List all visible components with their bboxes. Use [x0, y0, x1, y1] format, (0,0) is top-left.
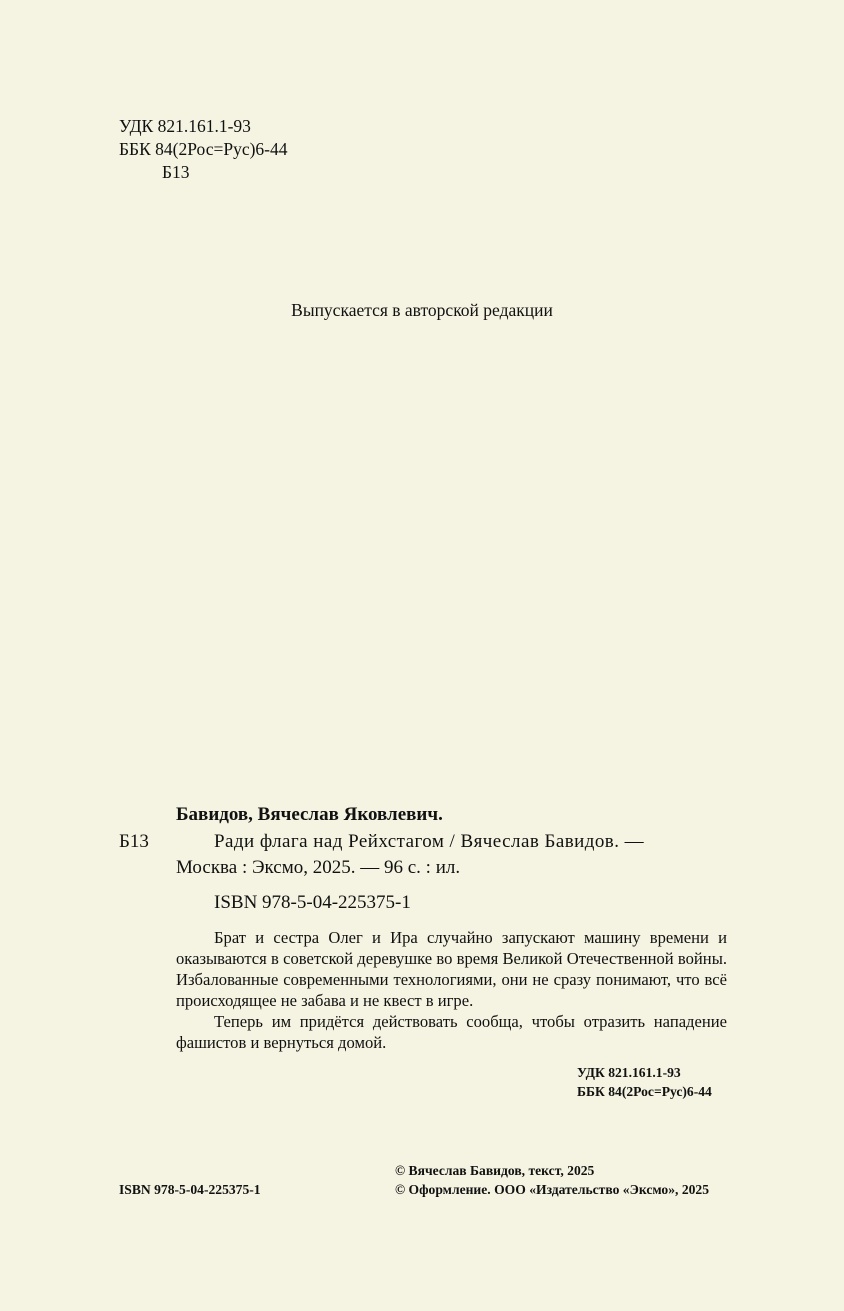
bbk-code-bottom: ББК 84(2Рос=Рус)6-44 [577, 1084, 712, 1099]
annotation-paragraph: Теперь им придётся действовать сообща, чтобы отразить нападение фашистов и вернуться домой. [176, 1012, 727, 1052]
edition-note: Выпускается в авторской редакции [291, 300, 553, 320]
annotation-paragraph: Брат и сестра Олег и Ира случайно запускают машину времени и оказываются в советской деревушке во время Великой Отечественной войны. Избалованные современными технологиями, они не сразу понимают, что всё происходящее не забава и не квест в игре. [176, 928, 727, 1010]
isbn-line: ISBN 978-5-04-225375-1 [214, 892, 411, 913]
title-line: Ради флага над Рейхстагом / Вячеслав Бавидов. — [214, 831, 645, 852]
author-heading: Бавидов, Вячеслав Яковлевич. [176, 804, 443, 825]
annotation [176, 927, 727, 1053]
isbn-footer: ISBN 978-5-04-225375-1 [119, 1182, 261, 1197]
udk-code-top: УДК 821.161.1-93 [119, 116, 251, 136]
udk-code-bottom: УДК 821.161.1-93 [577, 1065, 681, 1080]
copyright-text: © Вячеслав Бавидов, текст, 2025 [395, 1163, 595, 1178]
author-mark: Б13 [119, 831, 149, 852]
bbk-code-top: ББК 84(2Рос=Рус)6-44 [119, 139, 288, 159]
author-mark-top: Б13 [162, 162, 190, 182]
copyright-design: © Оформление. ООО «Издательство «Эксмо», 2025 [395, 1182, 710, 1197]
imprint-line: Москва : Эксмо, 2025. — 96 с. : ил. [176, 857, 461, 878]
